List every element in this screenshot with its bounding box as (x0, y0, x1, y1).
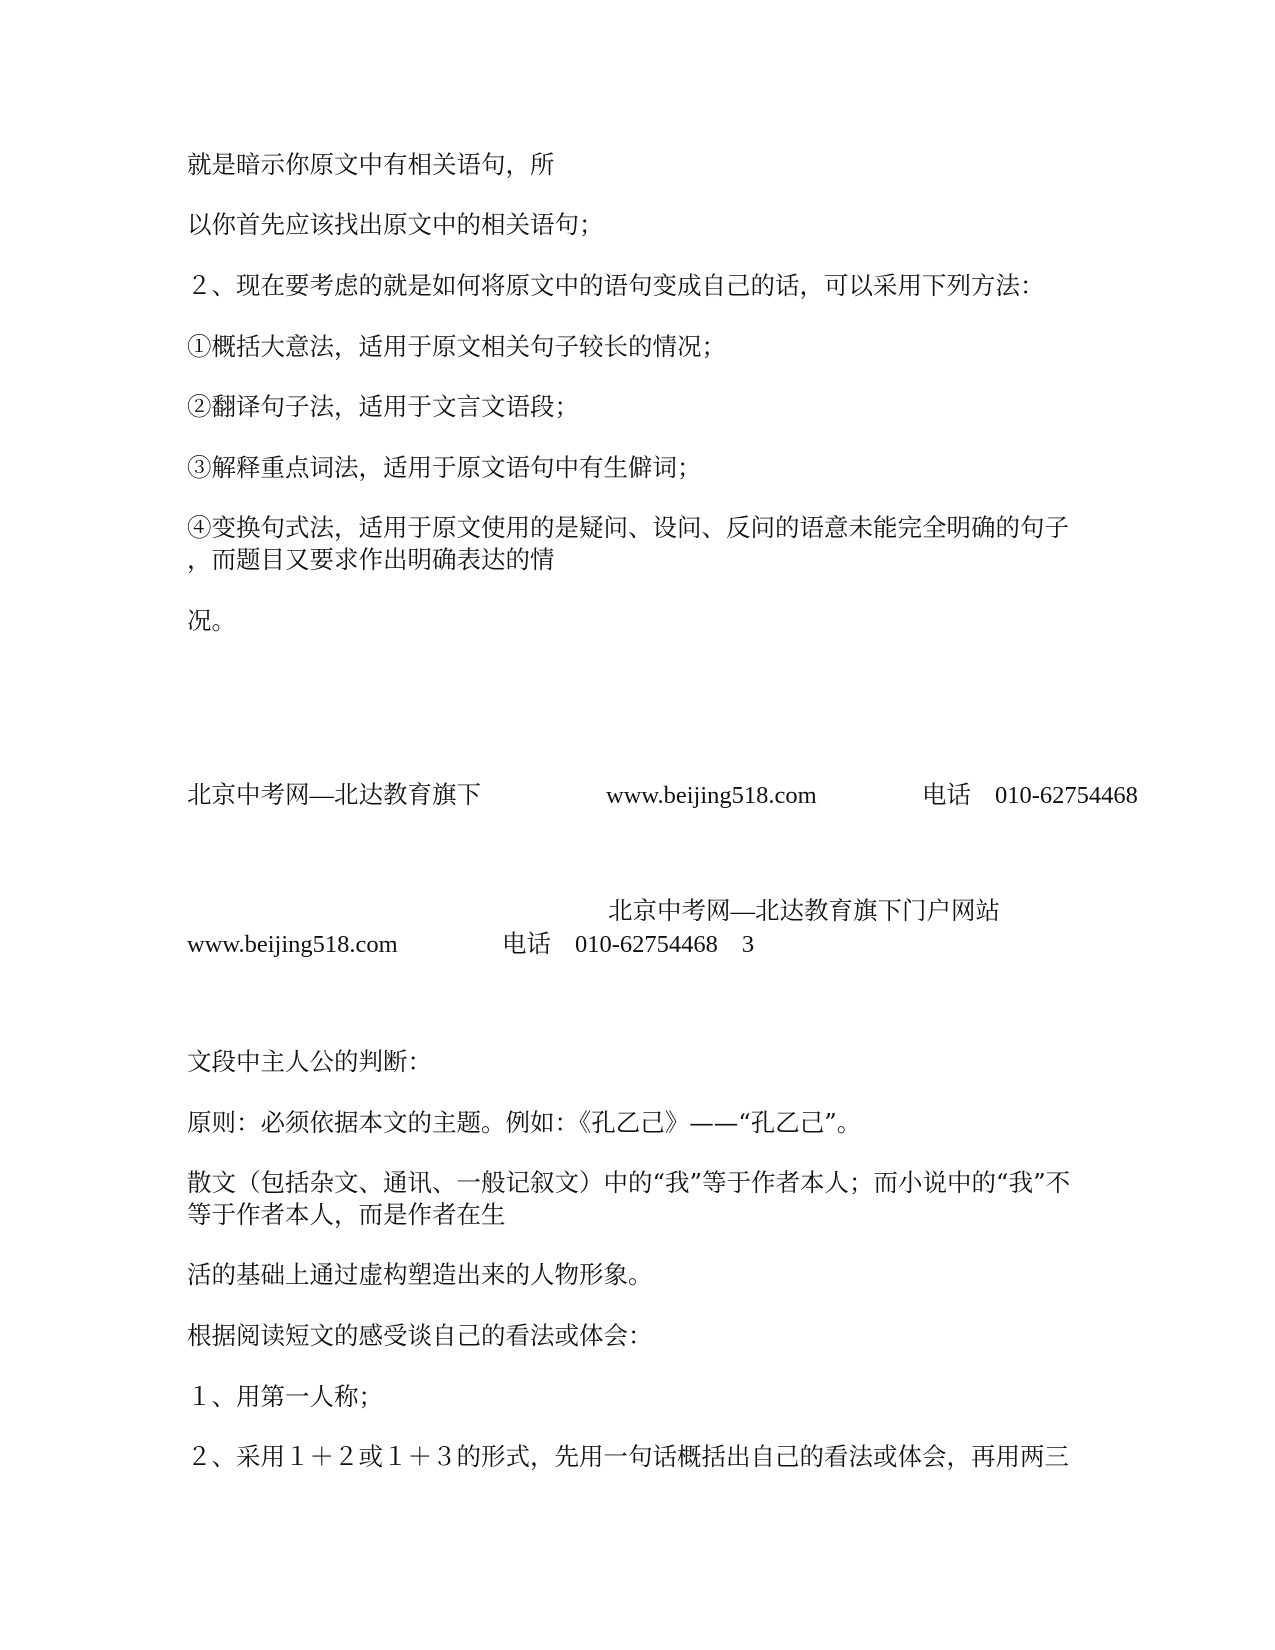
paragraph-line: 就是暗示你原文中有相关语句，所 (187, 150, 555, 179)
paragraph-line: 原则：必须依据本文的主题。例如：《孔乙己》——“孔乙己”。 (187, 1108, 862, 1137)
method-item-continuation: ，而题目又要求作出明确表达的情 (187, 545, 555, 574)
footer-phone-number: 010-62754468 (995, 782, 1138, 809)
footer-phone (922, 782, 1138, 810)
list-item: ２、采用１＋２或１＋３的形式，先用一句话概括出自己的看法或体会，再用两三 (187, 1442, 1069, 1471)
header-url: www.beijing518.com (187, 931, 398, 958)
header-phone-number: 010-62754468 (575, 931, 718, 958)
paragraph-line: 散文（包括杂文、通讯、一般记叙文）中的“我”等于作者本人；而小说中的“我”不 (187, 1168, 1071, 1197)
list-item: １、用第一人称； (187, 1382, 383, 1411)
paragraph-line: 以你首先应该找出原文中的相关语句； (187, 210, 604, 239)
header-site-name: 北京中考网—北达教育旗下门户网站 (608, 898, 1000, 925)
footer-site-name: 北京中考网—北达教育旗下 (187, 782, 481, 809)
section-heading: 根据阅读短文的感受谈自己的看法或体会： (187, 1321, 653, 1350)
header-phone-label: 电话 (502, 931, 551, 958)
section-heading: 文段中主人公的判断： (187, 1047, 432, 1076)
step-line: ２、现在要考虑的就是如何将原文中的语句变成自己的话，可以采用下列方法： (187, 271, 1045, 300)
method-item: ②翻译句子法，适用于文言文语段； (187, 392, 579, 421)
page-number: 3 (741, 931, 755, 958)
method-item: ③解释重点词法，适用于原文语句中有生僻词； (187, 453, 702, 482)
paragraph-line: 等于作者本人，而是作者在生 (187, 1200, 506, 1229)
paragraph-line: 活的基础上通过虚构塑造出来的人物形象。 (187, 1260, 653, 1289)
footer-phone-label: 电话 (922, 782, 971, 809)
method-item-continuation: 况。 (187, 606, 236, 635)
footer-url: www.beijing518.com (606, 782, 817, 809)
method-item: ①概括大意法，适用于原文相关句子较长的情况； (187, 332, 726, 361)
header-phone (502, 931, 754, 959)
method-item: ④变换句式法，适用于原文使用的是疑问、设问、反问的语意未能完全明确的句子 (187, 513, 1069, 542)
